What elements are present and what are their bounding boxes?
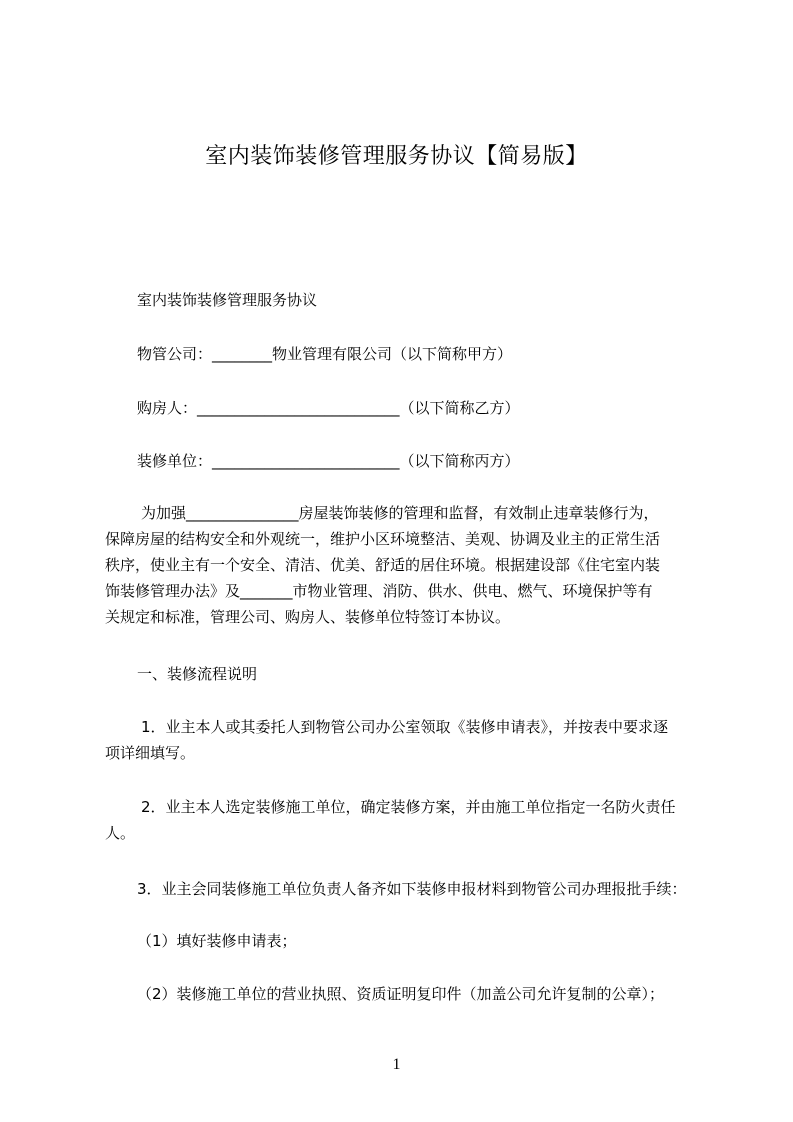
section-heading-process: 一、装修流程说明 (137, 665, 258, 683)
intro-line: 关规定和标准，管理公司、购房人、装修单位特签订本协议。 (105, 608, 511, 626)
party-property-company: 物管公司：________物业管理有限公司（以下简称甲方） (137, 345, 513, 363)
party-buyer: 购房人：___________________________（以下简称乙方） (137, 399, 520, 417)
item-line: 1．业主本人或其委托人到物管公司办公室领取《装修申请表》，并按表中要求逐 (141, 718, 669, 736)
item-1-paragraph (105, 714, 705, 766)
sub-item-1: （1）填好装修申请表； (137, 932, 297, 950)
item-3: 3．业主会同装修施工单位负责人备齐如下装修申报材料到物管公司办理报批手续： (137, 880, 687, 898)
sub-item-2: （2）装修施工单位的营业执照、资质证明复印件（加盖公司允许复制的公章）； (137, 985, 665, 1003)
intro-line: 秩序，使业主有一个安全、清洁、优美、舒适的居住环境。根据建设部《住宅室内装 (105, 556, 661, 574)
intro-line: 保障房屋的结构安全和外观统一，维护小区环境整洁、美观、协调及业主的正常生活 (105, 530, 661, 548)
party-decoration-unit: 装修单位：_________________________（以下简称丙方） (137, 452, 520, 470)
intro-line: 饰装修管理办法》及_______市物业管理、消防、供水、供电、燃气、环境保护等有 (105, 582, 653, 600)
page-number: 1 (392, 1056, 401, 1073)
document-title: 室内装饰装修管理服务协议【简易版】 (205, 144, 588, 169)
intro-line: 为加强_______________房屋装饰装修的管理和监督，有效制止违章装修行为， (141, 504, 659, 522)
item-2-paragraph (105, 794, 705, 846)
item-line: 人。 (105, 824, 136, 842)
item-line: 项详细填写。 (105, 744, 196, 762)
agreement-subtitle: 室内装饰装修管理服务协议 (137, 291, 318, 309)
item-line: 2．业主本人选定装修施工单位，确定装修方案，并由施工单位指定一名防火责任 (141, 798, 676, 816)
intro-paragraph (105, 500, 705, 630)
